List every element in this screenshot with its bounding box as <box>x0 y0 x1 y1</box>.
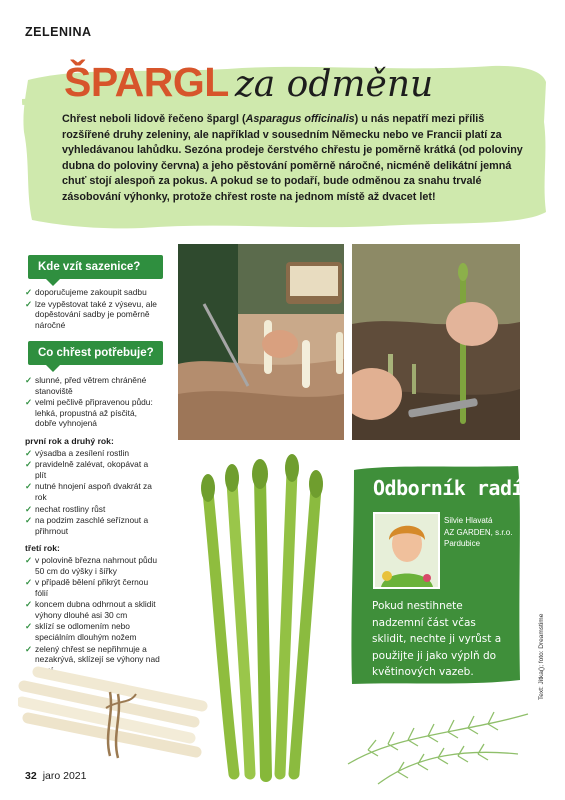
check-icon: ✓ <box>25 447 33 458</box>
title-main: ŠPARGL <box>64 59 229 105</box>
list-item-text: sklízí se odlomením nebo speciálním dlouhým nožem <box>35 621 137 643</box>
section-label: ZELENINA <box>25 25 92 39</box>
expert-name: Silvie Hlavatá <box>444 516 493 525</box>
intro-text-1: Chřest neboli lidově řečeno špargl ( <box>62 113 246 125</box>
check-icon: ✓ <box>25 577 33 588</box>
check-icon: ✓ <box>25 481 33 492</box>
list-item <box>25 375 160 396</box>
list-item <box>25 599 160 620</box>
list-item-text: na podzim zaschlé seříznout a přihrnout <box>35 515 149 536</box>
expert-company: AZ GARDEN, s.r.o. <box>444 527 513 537</box>
list-item <box>25 515 160 536</box>
check-icon: ✓ <box>25 503 33 514</box>
list-item <box>25 621 160 642</box>
subheading-third-year: třetí rok: <box>25 543 60 554</box>
check-icon: ✓ <box>25 643 33 654</box>
list-item-text: v polovině března nahrnout půdu 50 cm do výšky i šířky <box>35 554 157 576</box>
list-item <box>25 504 160 515</box>
list-potreby <box>25 375 160 676</box>
photo-credit: Text: Jitka(); foto: Dreamstime <box>538 613 545 700</box>
list-item <box>25 448 160 459</box>
page-title <box>64 59 434 105</box>
heading-kde-vzit-sazenice: Kde vzít sazenice? <box>28 255 163 279</box>
list-item <box>25 397 160 429</box>
page-number: 32 <box>25 770 37 782</box>
title-rest: za odměnu <box>234 64 434 105</box>
intro-latin-name: Asparagus officinalis <box>245 113 355 125</box>
list-item-text: slunné, před větrem chráněné stanoviště <box>35 375 147 396</box>
photo-harvest-asparagus <box>352 244 520 440</box>
photo-planting-soil <box>178 244 344 440</box>
list-item <box>25 481 160 502</box>
list-item-text: lze vypěstovat také z výsevu, ale dopěstování sadby je poměrně náročné <box>35 298 157 330</box>
expert-portrait <box>373 512 440 589</box>
illustration-green-asparagus <box>188 452 338 782</box>
list-item-text: výsadba a zesílení rostlin <box>35 447 130 458</box>
list-item-text: nutné hnojení aspoň dvakrát za rok <box>35 481 152 502</box>
expert-city: Pardubice <box>444 539 481 548</box>
check-icon: ✓ <box>25 515 33 526</box>
check-icon: ✓ <box>25 621 33 632</box>
list-item-text: zelený chřest se nepřihrnuje a nezakrývá, sklízejí se výhony nad <box>35 643 160 665</box>
list-sazenice <box>25 287 160 331</box>
list-item <box>25 299 160 331</box>
list-item <box>25 555 160 576</box>
check-icon: ✓ <box>25 554 33 565</box>
check-icon: ✓ <box>25 599 33 610</box>
expert-credentials <box>444 515 524 550</box>
check-icon: ✓ <box>25 375 33 385</box>
subheading-first-second-year: první rok a druhý rok: <box>25 435 114 446</box>
list-item <box>25 577 160 598</box>
list-item-text: velmi pečlivě připravenou půdu: lehká, propustná až písčitá, dobře vyhnojená <box>35 397 153 429</box>
list-item-text: doporučujeme zakoupit sadbu <box>35 287 147 297</box>
illustration-white-asparagus <box>18 664 208 764</box>
list-item-text: koncem dubna odhrnout a sklidit výhony dlouhé asi 30 cm <box>35 599 156 620</box>
check-icon: ✓ <box>25 459 33 470</box>
illustration-asparagus-fern <box>338 694 538 794</box>
check-icon: ✓ <box>25 298 33 309</box>
intro-text-2: ) u nás nepatří mezi příliš rozšířené druhy zeleniny, ale například v sousedním Německu nebo ve Francii platí za vyhledávanou lahůdku. Sezóna prodeje čerstvého chřestu je poměrně krátká (od poloviny dubna do poloviny června) a jeho pěstování poměrně náročné, nicméně delikátní jemná chuť stojí alespoň za pokus. A pokud se to podaří, bude odměnou za snahu trvalé zásobování výhonky, protože chřest roste na jednom místě až dvacet let! <box>62 113 523 203</box>
issue-label: jaro 2021 <box>42 770 87 782</box>
intro-paragraph <box>62 112 524 206</box>
list-item <box>25 459 160 480</box>
list-item <box>25 287 160 298</box>
list-item-text: pravidelně zalévat, okopávat a plít <box>35 459 149 480</box>
list-item-text: nechat rostliny růst <box>35 503 106 514</box>
page-footer <box>25 770 86 782</box>
expert-title: Odborník radí <box>373 476 524 500</box>
expert-quote: Pokud nestihnete nadzemní část včas sklidit, nechte ji vyrůst a použijte ji jako výplň do květinových vazeb. <box>372 600 502 679</box>
heading-co-chrest-potrebuje: Co chřest potřebuje? <box>28 341 163 365</box>
check-icon: ✓ <box>25 397 33 408</box>
list-item-text: v případě bělení přikrýt černou fólií <box>35 577 149 598</box>
check-icon: ✓ <box>25 287 33 297</box>
